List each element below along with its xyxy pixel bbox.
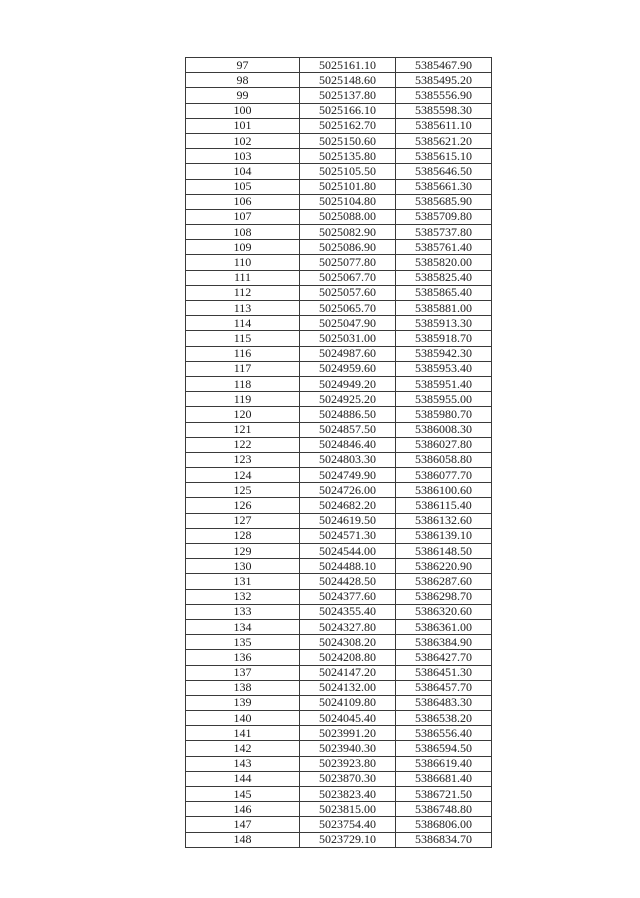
x-coordinate-cell: 5025137.80	[300, 88, 396, 103]
table-row	[186, 650, 492, 665]
y-coordinate-cell: 5386132.60	[396, 513, 492, 528]
table-row	[186, 118, 492, 133]
point-number-cell: 114	[186, 316, 300, 331]
y-coordinate-cell: 5386457.70	[396, 680, 492, 695]
y-coordinate-cell: 5385865.40	[396, 285, 492, 300]
table-row	[186, 817, 492, 832]
point-number-cell: 118	[186, 376, 300, 391]
x-coordinate-cell: 5024147.20	[300, 665, 396, 680]
x-coordinate-cell: 5023991.20	[300, 726, 396, 741]
x-coordinate-cell: 5024327.80	[300, 619, 396, 634]
point-number-cell: 130	[186, 559, 300, 574]
point-number-cell: 111	[186, 270, 300, 285]
table-row	[186, 133, 492, 148]
table-row	[186, 695, 492, 710]
table-row	[186, 316, 492, 331]
x-coordinate-cell: 5024846.40	[300, 437, 396, 452]
point-number-cell: 119	[186, 392, 300, 407]
x-coordinate-cell: 5024949.20	[300, 376, 396, 391]
x-coordinate-cell: 5025057.60	[300, 285, 396, 300]
x-coordinate-cell: 5024925.20	[300, 392, 396, 407]
point-number-cell: 102	[186, 133, 300, 148]
point-number-cell: 116	[186, 346, 300, 361]
point-number-cell: 98	[186, 73, 300, 88]
table-row	[186, 164, 492, 179]
x-coordinate-cell: 5023729.10	[300, 832, 396, 847]
y-coordinate-cell: 5385980.70	[396, 407, 492, 422]
table-row	[186, 361, 492, 376]
point-number-cell: 127	[186, 513, 300, 528]
coordinates-table-body	[186, 58, 492, 848]
point-number-cell: 137	[186, 665, 300, 680]
y-coordinate-cell: 5385918.70	[396, 331, 492, 346]
table-row	[186, 209, 492, 224]
point-number-cell: 141	[186, 726, 300, 741]
y-coordinate-cell: 5385709.80	[396, 209, 492, 224]
y-coordinate-cell: 5385881.00	[396, 301, 492, 316]
y-coordinate-cell: 5385661.30	[396, 179, 492, 194]
table-row	[186, 392, 492, 407]
x-coordinate-cell: 5023940.30	[300, 741, 396, 756]
point-number-cell: 131	[186, 574, 300, 589]
point-number-cell: 123	[186, 452, 300, 467]
table-row	[186, 771, 492, 786]
point-number-cell: 115	[186, 331, 300, 346]
x-coordinate-cell: 5024488.10	[300, 559, 396, 574]
x-coordinate-cell: 5025150.60	[300, 133, 396, 148]
x-coordinate-cell: 5025104.80	[300, 194, 396, 209]
point-number-cell: 100	[186, 103, 300, 118]
table-row	[186, 802, 492, 817]
y-coordinate-cell: 5385598.30	[396, 103, 492, 118]
table-row	[186, 179, 492, 194]
y-coordinate-cell: 5385615.10	[396, 149, 492, 164]
x-coordinate-cell: 5024987.60	[300, 346, 396, 361]
point-number-cell: 148	[186, 832, 300, 847]
y-coordinate-cell: 5386220.90	[396, 559, 492, 574]
x-coordinate-cell: 5024857.50	[300, 422, 396, 437]
x-coordinate-cell: 5025086.90	[300, 240, 396, 255]
y-coordinate-cell: 5385556.90	[396, 88, 492, 103]
table-row	[186, 437, 492, 452]
table-row	[186, 665, 492, 680]
table-row	[186, 483, 492, 498]
point-number-cell: 145	[186, 787, 300, 802]
table-row	[186, 285, 492, 300]
x-coordinate-cell: 5024682.20	[300, 498, 396, 513]
table-row	[186, 240, 492, 255]
point-number-cell: 120	[186, 407, 300, 422]
x-coordinate-cell: 5024208.80	[300, 650, 396, 665]
point-number-cell: 121	[186, 422, 300, 437]
table-row	[186, 756, 492, 771]
table-row	[186, 103, 492, 118]
x-coordinate-cell: 5025077.80	[300, 255, 396, 270]
y-coordinate-cell: 5386077.70	[396, 468, 492, 483]
x-coordinate-cell: 5024428.50	[300, 574, 396, 589]
table-row	[186, 528, 492, 543]
table-row	[186, 149, 492, 164]
point-number-cell: 108	[186, 225, 300, 240]
table-row	[186, 301, 492, 316]
point-number-cell: 105	[186, 179, 300, 194]
table-row	[186, 787, 492, 802]
x-coordinate-cell: 5025082.90	[300, 225, 396, 240]
x-coordinate-cell: 5023815.00	[300, 802, 396, 817]
x-coordinate-cell: 5025135.80	[300, 149, 396, 164]
y-coordinate-cell: 5386100.60	[396, 483, 492, 498]
x-coordinate-cell: 5024619.50	[300, 513, 396, 528]
table-row	[186, 544, 492, 559]
y-coordinate-cell: 5385825.40	[396, 270, 492, 285]
x-coordinate-cell: 5024109.80	[300, 695, 396, 710]
y-coordinate-cell: 5386287.60	[396, 574, 492, 589]
table-row	[186, 635, 492, 650]
x-coordinate-cell: 5025047.90	[300, 316, 396, 331]
y-coordinate-cell: 5386384.90	[396, 635, 492, 650]
table-row	[186, 194, 492, 209]
y-coordinate-cell: 5386148.50	[396, 544, 492, 559]
table-row	[186, 619, 492, 634]
table-row	[186, 711, 492, 726]
table-row	[186, 422, 492, 437]
point-number-cell: 124	[186, 468, 300, 483]
x-coordinate-cell: 5024726.00	[300, 483, 396, 498]
table-row	[186, 498, 492, 513]
table-row	[186, 513, 492, 528]
y-coordinate-cell: 5386451.30	[396, 665, 492, 680]
y-coordinate-cell: 5385953.40	[396, 361, 492, 376]
x-coordinate-cell: 5025067.70	[300, 270, 396, 285]
y-coordinate-cell: 5386361.00	[396, 619, 492, 634]
y-coordinate-cell: 5386427.70	[396, 650, 492, 665]
y-coordinate-cell: 5386806.00	[396, 817, 492, 832]
table-row	[186, 589, 492, 604]
table-row	[186, 832, 492, 847]
y-coordinate-cell: 5386538.20	[396, 711, 492, 726]
y-coordinate-cell: 5386139.10	[396, 528, 492, 543]
point-number-cell: 122	[186, 437, 300, 452]
point-number-cell: 134	[186, 619, 300, 634]
x-coordinate-cell: 5024803.30	[300, 452, 396, 467]
point-number-cell: 101	[186, 118, 300, 133]
x-coordinate-cell: 5024886.50	[300, 407, 396, 422]
point-number-cell: 140	[186, 711, 300, 726]
point-number-cell: 107	[186, 209, 300, 224]
table-row	[186, 73, 492, 88]
y-coordinate-cell: 5385646.50	[396, 164, 492, 179]
table-row	[186, 574, 492, 589]
point-number-cell: 112	[186, 285, 300, 300]
table-row	[186, 270, 492, 285]
point-number-cell: 110	[186, 255, 300, 270]
y-coordinate-cell: 5386298.70	[396, 589, 492, 604]
table-row	[186, 604, 492, 619]
x-coordinate-cell: 5025101.80	[300, 179, 396, 194]
point-number-cell: 142	[186, 741, 300, 756]
y-coordinate-cell: 5385955.00	[396, 392, 492, 407]
x-coordinate-cell: 5023823.40	[300, 787, 396, 802]
y-coordinate-cell: 5385913.30	[396, 316, 492, 331]
point-number-cell: 97	[186, 58, 300, 73]
table-row	[186, 680, 492, 695]
table-row	[186, 58, 492, 73]
point-number-cell: 104	[186, 164, 300, 179]
x-coordinate-cell: 5025161.10	[300, 58, 396, 73]
point-number-cell: 146	[186, 802, 300, 817]
point-number-cell: 129	[186, 544, 300, 559]
table-row	[186, 255, 492, 270]
point-number-cell: 109	[186, 240, 300, 255]
point-number-cell: 136	[186, 650, 300, 665]
x-coordinate-cell: 5024355.40	[300, 604, 396, 619]
x-coordinate-cell: 5025162.70	[300, 118, 396, 133]
x-coordinate-cell: 5024749.90	[300, 468, 396, 483]
y-coordinate-cell: 5385737.80	[396, 225, 492, 240]
x-coordinate-cell: 5023923.80	[300, 756, 396, 771]
point-number-cell: 99	[186, 88, 300, 103]
x-coordinate-cell: 5024377.60	[300, 589, 396, 604]
y-coordinate-cell: 5386834.70	[396, 832, 492, 847]
table-row	[186, 559, 492, 574]
point-number-cell: 133	[186, 604, 300, 619]
table-row	[186, 331, 492, 346]
y-coordinate-cell: 5385942.30	[396, 346, 492, 361]
point-number-cell: 139	[186, 695, 300, 710]
table-row	[186, 726, 492, 741]
y-coordinate-cell: 5386115.40	[396, 498, 492, 513]
y-coordinate-cell: 5385685.90	[396, 194, 492, 209]
y-coordinate-cell: 5385621.20	[396, 133, 492, 148]
point-number-cell: 103	[186, 149, 300, 164]
table-row	[186, 407, 492, 422]
y-coordinate-cell: 5385611.10	[396, 118, 492, 133]
point-number-cell: 106	[186, 194, 300, 209]
y-coordinate-cell: 5385820.00	[396, 255, 492, 270]
x-coordinate-cell: 5025031.00	[300, 331, 396, 346]
coordinates-table	[185, 57, 492, 848]
y-coordinate-cell: 5386594.50	[396, 741, 492, 756]
y-coordinate-cell: 5386748.80	[396, 802, 492, 817]
x-coordinate-cell: 5024132.00	[300, 680, 396, 695]
x-coordinate-cell: 5024544.00	[300, 544, 396, 559]
point-number-cell: 135	[186, 635, 300, 650]
point-number-cell: 113	[186, 301, 300, 316]
table-row	[186, 225, 492, 240]
point-number-cell: 126	[186, 498, 300, 513]
y-coordinate-cell: 5386027.80	[396, 437, 492, 452]
point-number-cell: 143	[186, 756, 300, 771]
x-coordinate-cell: 5025166.10	[300, 103, 396, 118]
table-row	[186, 376, 492, 391]
y-coordinate-cell: 5386320.60	[396, 604, 492, 619]
point-number-cell: 128	[186, 528, 300, 543]
x-coordinate-cell: 5025065.70	[300, 301, 396, 316]
y-coordinate-cell: 5386008.30	[396, 422, 492, 437]
point-number-cell: 144	[186, 771, 300, 786]
y-coordinate-cell: 5385761.40	[396, 240, 492, 255]
table-row	[186, 468, 492, 483]
x-coordinate-cell: 5023754.40	[300, 817, 396, 832]
point-number-cell: 138	[186, 680, 300, 695]
x-coordinate-cell: 5024571.30	[300, 528, 396, 543]
y-coordinate-cell: 5385467.90	[396, 58, 492, 73]
point-number-cell: 117	[186, 361, 300, 376]
x-coordinate-cell: 5025148.60	[300, 73, 396, 88]
y-coordinate-cell: 5386619.40	[396, 756, 492, 771]
y-coordinate-cell: 5386483.30	[396, 695, 492, 710]
x-coordinate-cell: 5023870.30	[300, 771, 396, 786]
table-row	[186, 88, 492, 103]
table-row	[186, 452, 492, 467]
x-coordinate-cell: 5025088.00	[300, 209, 396, 224]
point-number-cell: 125	[186, 483, 300, 498]
y-coordinate-cell: 5386681.40	[396, 771, 492, 786]
x-coordinate-cell: 5024308.20	[300, 635, 396, 650]
x-coordinate-cell: 5024045.40	[300, 711, 396, 726]
point-number-cell: 147	[186, 817, 300, 832]
y-coordinate-cell: 5386721.50	[396, 787, 492, 802]
point-number-cell: 132	[186, 589, 300, 604]
y-coordinate-cell: 5386058.80	[396, 452, 492, 467]
y-coordinate-cell: 5386556.40	[396, 726, 492, 741]
table-row	[186, 741, 492, 756]
x-coordinate-cell: 5025105.50	[300, 164, 396, 179]
y-coordinate-cell: 5385951.40	[396, 376, 492, 391]
y-coordinate-cell: 5385495.20	[396, 73, 492, 88]
x-coordinate-cell: 5024959.60	[300, 361, 396, 376]
table-row	[186, 346, 492, 361]
